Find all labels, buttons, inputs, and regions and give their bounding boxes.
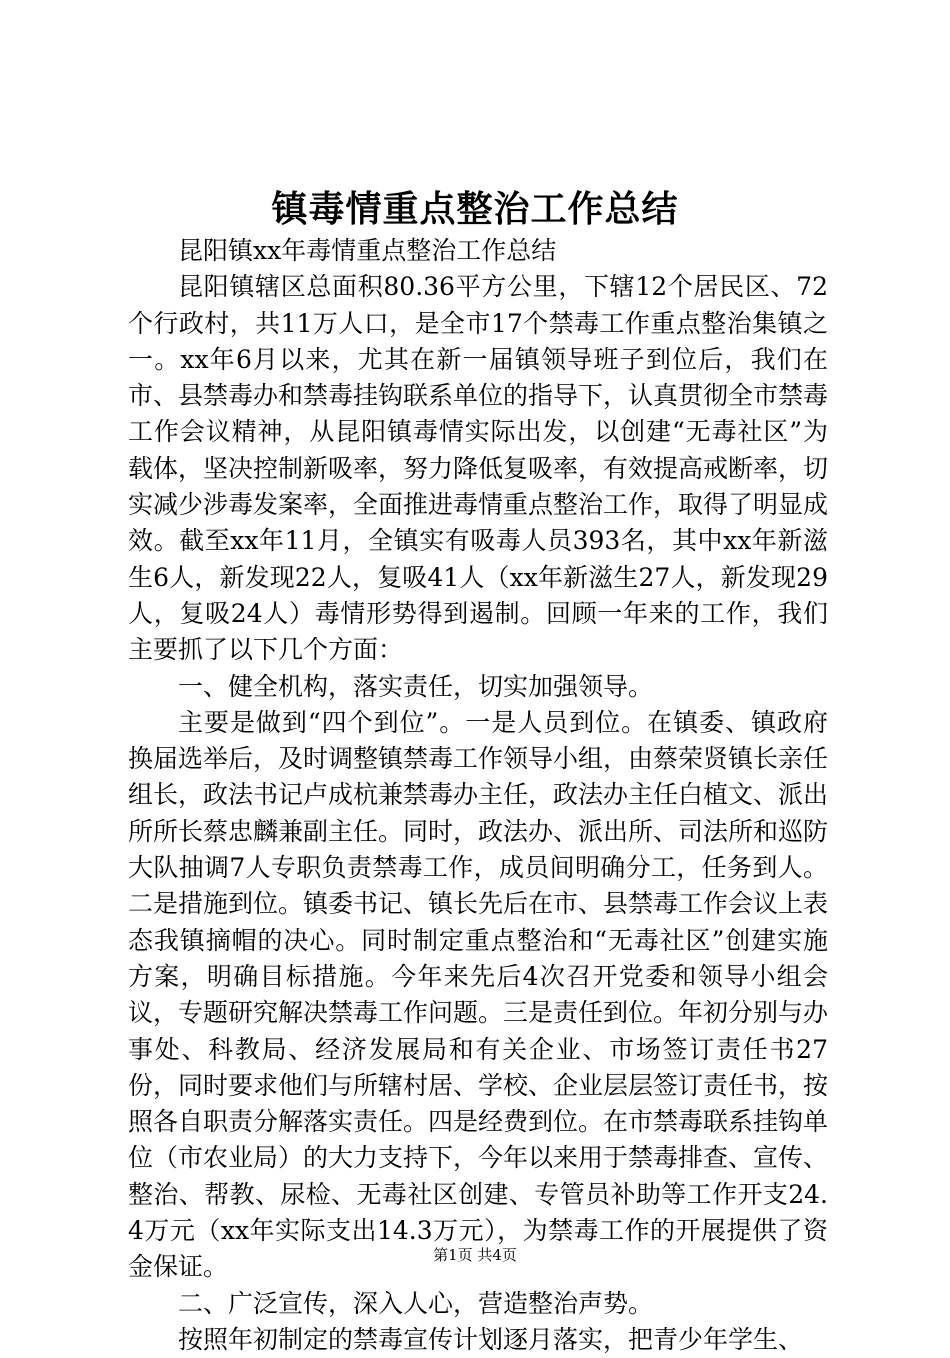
page-footer: 第1页 共4页 bbox=[433, 1246, 517, 1264]
section-heading-2: 二、广泛宣传，深入人心，营造整治声势。 bbox=[178, 1288, 654, 1318]
document-body bbox=[128, 233, 828, 1358]
document-title: 镇毒情重点整治工作总结 bbox=[271, 188, 679, 230]
subtitle-paragraph: 昆阳镇xx年毒情重点整治工作总结 bbox=[178, 236, 557, 265]
section-2-paragraph: 按照年初制定的禁毒宣传计划逐月落实，把青少年学生、 bbox=[178, 1324, 804, 1354]
section-1-paragraph: 主要是做到“四个到位”。一是人员到位。在镇委、镇政府换届选举后，及时调整镇禁毒工作领导小组，由蔡荣贤镇长亲任组长，政法书记卢成杭兼禁毒办主任，政法办主任白植文、派出所所长蔡忠麟兼副主任。同时，政法办、派出所、司法所和巡防大队抽调7人专职负责禁毒工作，成员间明确分工，任务到人。二是措施到位。镇委书记、镇长先后在市、县禁毒工作会议上表态我镇摘帽的决心。同时制定重点整治和“无毒社区”创建实施方案，明确目标措施。今年来先后4次召开党委和领导小组会议，专题研究解决禁毒工作问题。三是责任到位。年初分别与办事处、科教局、经济发展局和有关企业、市场签订责任书27份，同时要求他们与所辖村居、学校、企业层层签订责任书，按照各自职责分解落实责任。四是经费到位。在市禁毒联系挂钩单位（市农业局）的大力支持下，今年以来用于禁毒排查、宣传、整治、帮教、尿检、无毒社区创建、专管员补助等工作开支24.4万元（xx年实际支出14.3万元），为禁毒工作的开展提供了资金保证。 bbox=[128, 707, 829, 1282]
intro-paragraph: 昆阳镇辖区总面积80.36平方公里，下辖12个居民区、72个行政村，共11万人口，是全市17个禁毒工作重点整治集镇之一。xx年6月以来，尤其在新一届镇领导班子到位后，我们在市、县禁毒办和禁毒挂钩联系单位的指导下，认真贯彻全市禁毒工作会议精神，从昆阳镇毒情实际出发，以创建“无毒社区”为载体，坚决控制新吸率，努力降低复吸率，有效提高戒断率，切实减少涉毒发案率，全面推进毒情重点整治工作，取得了明显成效。截至xx年11月，全镇实有吸毒人员393名，其中xx年新滋生6人，新发现22人，复吸41人（xx年新滋生27人，新发现29人，复吸24人）毒情形势得到遏制。回顾一年来的工作，我们主要抓了以下几个方面： bbox=[128, 272, 829, 665]
section-heading-1: 一、健全机构，落实责任，切实加强领导。 bbox=[178, 671, 654, 701]
